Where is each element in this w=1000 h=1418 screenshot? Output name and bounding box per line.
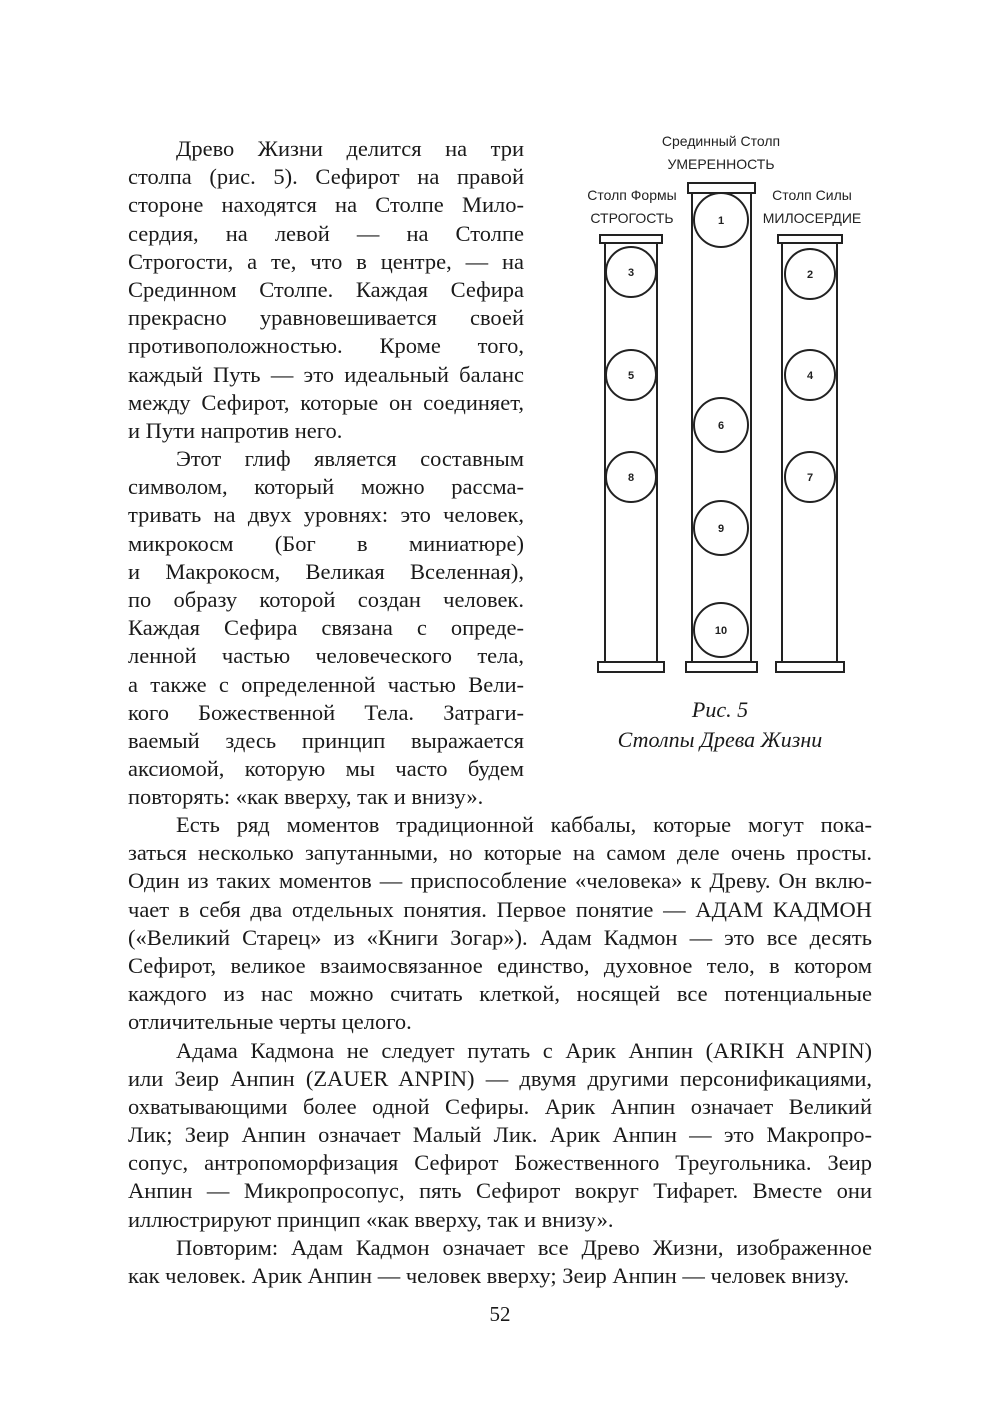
sephira-number: 1 — [717, 215, 725, 227]
text-line: чает в себя два отдельных понятия. Первое понятие — АДАМ КАДМОН — [128, 896, 872, 922]
text-line: Сефирот, великое взаимосвязанное единство, духовное тело, в котором — [128, 952, 872, 978]
text-line: отличительные черты целого. — [128, 1009, 412, 1035]
text-line: и Пути напротив него. — [128, 417, 343, 443]
sephira-circle — [694, 501, 748, 555]
figure-caption-number: Рис. 5 — [691, 697, 749, 722]
text-line: символом, который можно рассма- — [128, 474, 524, 500]
sephira-number: 3 — [627, 267, 635, 279]
sephira-circle — [606, 452, 656, 502]
sephira-circle — [694, 603, 748, 657]
sephira-circle — [694, 193, 748, 247]
text-line: аксиомой, которую мы часто будем — [128, 756, 524, 782]
sephira-circle — [606, 350, 656, 400]
text-line: и Макрокосм, Великая Вселенная), — [128, 558, 524, 584]
text-line: тривать на двух уровнях: это человек, — [128, 502, 524, 528]
sephira-number: 7 — [806, 472, 814, 484]
text-line: сопус, антропоморфизация Сефирот Божественного Треугольника. Зеир — [128, 1150, 872, 1176]
text-line: как человек. Арик Анпин — человек вверху; Зеир Анпин — человек внизу. — [128, 1263, 850, 1288]
figure-caption-title: Столпы Древа Жизни — [617, 727, 823, 752]
sephira-circle — [606, 247, 656, 297]
pillars-figure — [580, 120, 880, 700]
text-line: Есть ряд моментов традиционной каббалы, которые могут пока- — [176, 812, 872, 837]
text-line: Срединном Столпе. Каждая Сефира — [128, 276, 524, 302]
sephira-number: 10 — [714, 625, 728, 637]
text-line: Адама Кадмона не следует путать с Арик Анпин (ARIKH ANPIN) — [176, 1037, 872, 1063]
text-line: Древо Жизни делится на три — [176, 136, 524, 161]
right-pillar-quality: МИЛОСЕРДИЕ — [762, 210, 862, 226]
text-line: или Зеир Анпин (ZAUER ANPIN) — двумя другими персонификациями, — [128, 1065, 872, 1091]
text-line: кого Божественной Тела. Затраги- — [128, 699, 524, 725]
text-line: Каждая Сефира связана с опреде- — [128, 615, 524, 641]
full-width-text — [128, 811, 872, 1290]
text-line: по образу которой создан человек. — [128, 587, 524, 612]
text-line: ленной частью человеческого тела, — [128, 643, 524, 669]
sephira-circle — [785, 452, 835, 502]
sephira-circle — [694, 398, 748, 452]
sephira-number: 5 — [627, 370, 635, 382]
middle-pillar-quality: УМЕРЕННОСТЬ — [667, 156, 775, 172]
text-line: каждый Путь — это идеальный баланс — [128, 361, 524, 387]
text-line: прекрасно уравновешивается своей — [128, 305, 524, 331]
sephira-number: 2 — [806, 269, 814, 281]
sephira-circle — [785, 249, 835, 299]
text-line: каждого из нас можно считать клеткой, носящей все потенциальные — [128, 981, 872, 1007]
right-pillar — [776, 235, 844, 672]
text-line: («Великий Старец» из «Книги Зогар»). Адам Кадмон — это все десять — [128, 924, 872, 950]
middle-pillar-label: Срединный Столп — [661, 133, 781, 149]
text-line: Строгости, а те, что в центре, — на — [128, 248, 524, 274]
sephira-number: 4 — [806, 370, 814, 382]
sephira-circle — [785, 350, 835, 400]
text-line: столпа (рис. 5). Сефирот на правой — [128, 164, 524, 190]
text-line: иллюстрируют принцип «как вверху, так и внизу». — [128, 1206, 614, 1232]
text-line: заться несколько запутанными, но которые на самом деле очень просты. — [128, 840, 872, 866]
sephira-number: 9 — [717, 523, 725, 535]
sephira-number: 6 — [717, 420, 725, 432]
right-pillar-label: Столп Силы — [772, 187, 852, 203]
text-line: Один из таких моментов — приспособление «человека» к Древу. Он вклю- — [128, 868, 872, 894]
text-line: Этот глиф является составным — [176, 446, 524, 472]
text-line: ваемый здесь принцип выражается — [128, 727, 524, 753]
left-pillar-label: Столп Формы — [587, 187, 677, 203]
text-line: Повторим: Адам Кадмон означает все Древо Жизни, изображенное — [176, 1234, 872, 1260]
text-line: стороне находятся на Столпе Мило- — [128, 192, 524, 218]
text-line: микрокосм (Бог в миниатюре) — [128, 530, 524, 556]
text-line: Лик; Зеир Анпин означает Малый Лик. Арик Анпин — это Макропро- — [128, 1122, 872, 1148]
page-number: 52 — [489, 1302, 511, 1326]
text-line: сердия, на левой — на Столпе — [128, 220, 524, 246]
text-line: противоположностью. Кроме того, — [128, 333, 524, 359]
text-line: повторять: «как вверху, так и внизу». — [128, 784, 484, 810]
left-text-column — [128, 135, 524, 812]
left-pillar — [598, 235, 664, 672]
text-line: а также с определенной частью Вели- — [128, 671, 524, 697]
text-line: Анпин — Микропросопус, пять Сефирот вокруг Тифарет. Вместе они — [128, 1178, 872, 1204]
text-line: между Сефирот, которые он соединяет, — [128, 389, 524, 415]
text-line: охватывающими более одной Сефиры. Арик Анпин означает Великий — [128, 1093, 872, 1119]
sephira-number: 8 — [627, 472, 635, 484]
left-pillar-quality: СТРОГОСТЬ — [590, 210, 674, 226]
